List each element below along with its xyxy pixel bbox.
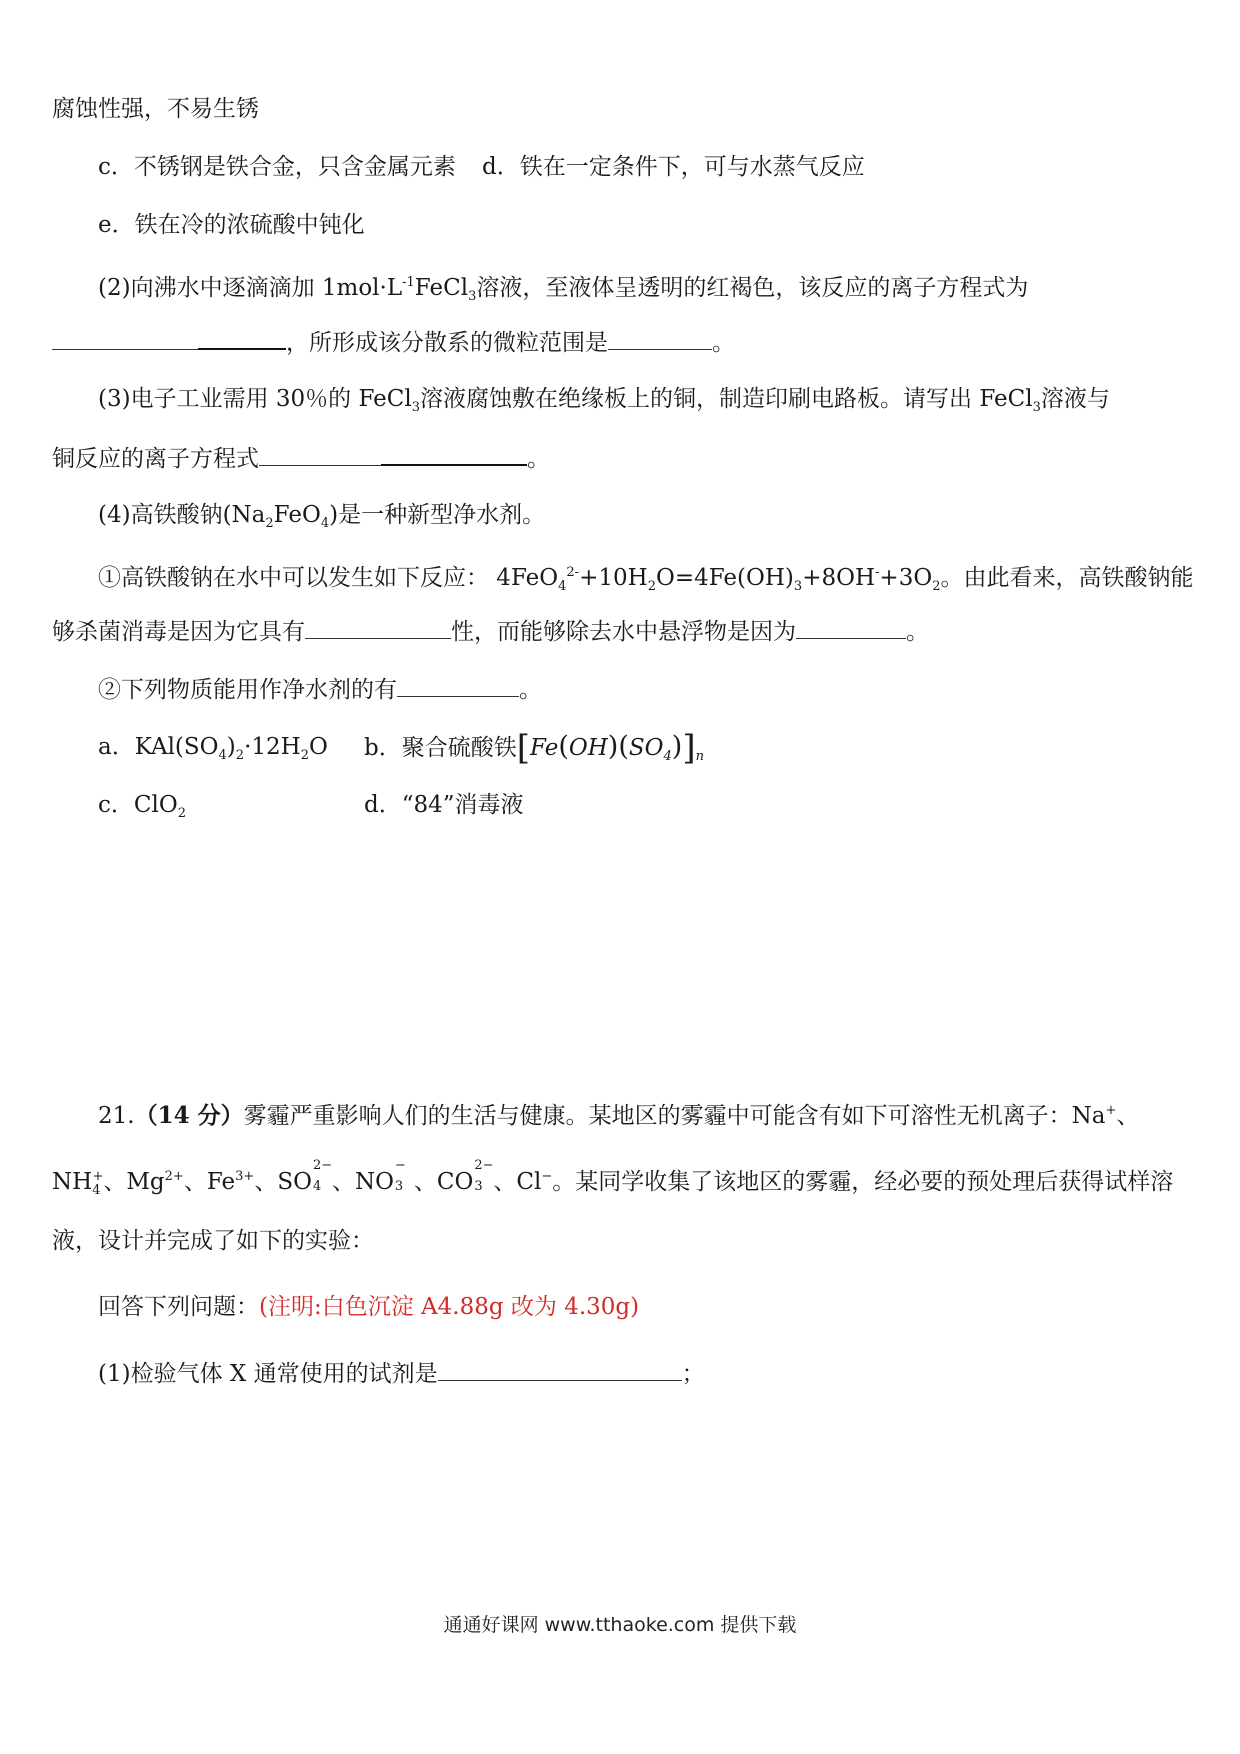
answer-blank[interactable]: [259, 443, 381, 466]
correction-note: (注明:白色沉淀 A4.88g 改为 4.30g): [259, 1294, 640, 1320]
answer-blank[interactable]: [608, 327, 712, 350]
question-21: 21.（14 分）雾霾严重影响人们的生活与健康。某地区的雾霾中可能含有如下可溶性无机离子：Na+、: [98, 1102, 1140, 1129]
question-2-blanks: ，所形成该分散系的微粒范围是 。: [52, 326, 735, 358]
answer-blank[interactable]: [381, 442, 527, 466]
question-3-blanks: 铜反应的离子方程式 。: [52, 442, 550, 474]
answer-blank[interactable]: [52, 327, 198, 350]
option-c2: c．ClO$_2$: [98, 792, 186, 821]
answer-blank[interactable]: [305, 616, 451, 639]
question-21-1: (1)检验气体 X 通常使用的试剂是 ；: [98, 1358, 705, 1389]
text-line: 腐蚀性强，不易生锈: [52, 96, 259, 122]
question-3: (3)电子工业需用 30％的 FeCl$_3$溶液腐蚀敷在绝缘板上的铜，制造印刷电路板。请写出 FeCl$_3$溶液与: [98, 386, 1110, 415]
question-4: (4)高铁酸钠$(Na_2FeO_4)$是一种新型净水剂。: [98, 502, 546, 531]
left-bracket: [: [516, 728, 530, 768]
option-e: e．铁在冷的浓硫酸中钝化: [98, 212, 365, 238]
question-21-cont: 液，设计并完成了如下的实验：: [52, 1228, 374, 1254]
right-bracket: ]: [682, 728, 696, 768]
option-b: b．聚合硫酸铁$[Fe(OH)(SO_4)]_n$: [364, 728, 704, 768]
option-c: c．不锈钢是铁合金，只含金属元素: [98, 154, 456, 180]
answer-blank[interactable]: [796, 616, 906, 639]
question-4-1-blanks: 够杀菌消毒是因为它具有 性，而能够除去水中悬浮物是因为 。: [52, 616, 929, 647]
question-4-2: ②下列物质能用作净水剂的有 。: [98, 674, 542, 705]
answer-blank[interactable]: [397, 674, 519, 697]
option-d: d．铁在一定条件下，可与水蒸气反应: [482, 154, 865, 180]
option-a: a．$KAl(SO_4)_2\cdot 12H_2O$: [98, 734, 328, 763]
answer-blank[interactable]: [438, 1358, 682, 1381]
question-4-1: ①高铁酸钠在水中可以发生如下反应： $4FeO_4^{2-}+10H_2O=4Fe(OH)_3+8OH^-+3O_2$。由此看来，高铁酸钠能: [98, 565, 1194, 594]
page-footer: 通通好课网 www.tthaoke.com 提供下载: [443, 1614, 797, 1636]
question-21-ions: $NH_4^+$、$Mg^{2+}$、$Fe^{3+}$、SO 2− 4 、NO − 3 、CO 2− 3 、Cl−。某同学收集了该地区的雾霾，经必要的预处理后获得试样溶: [52, 1158, 1174, 1198]
option-d2: d．“84”消毒液: [364, 792, 524, 818]
answer-prompt: 回答下列问题：(注明:白色沉淀 A4.88g 改为 4.30g): [98, 1294, 640, 1320]
question-2: (2)向沸水中逐滴滴加 $1mol\cdot L^{-1}FeCl_3$溶液，至液体呈透明的红褐色，该反应的离子方程式为: [98, 275, 1029, 304]
answer-blank[interactable]: [198, 326, 286, 350]
